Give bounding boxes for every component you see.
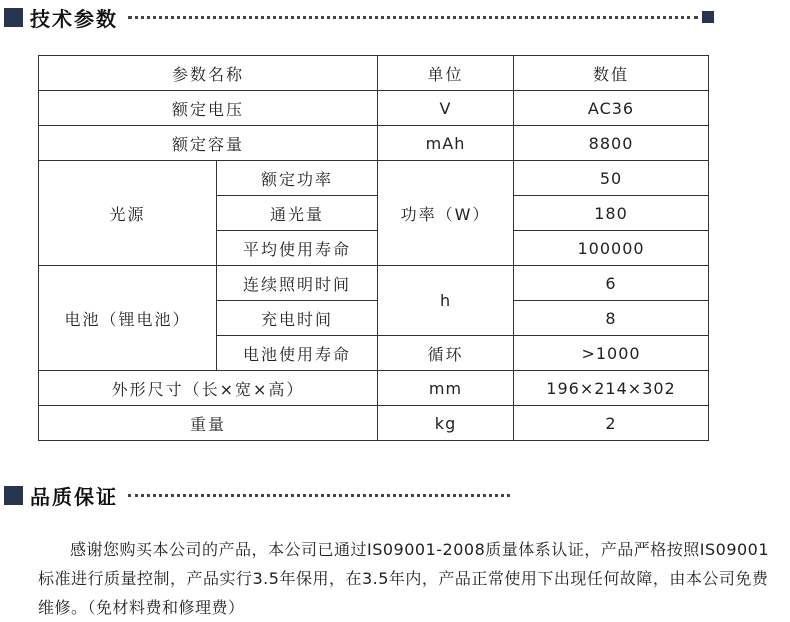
param-value: 180 — [514, 196, 709, 231]
param-value: >1000 — [514, 336, 709, 371]
param-label: 重量 — [39, 406, 378, 441]
param-value: AC36 — [514, 91, 709, 126]
quality-guarantee-text: 感谢您购买本公司的产品，本公司已通过IS09001-2008质量体系认证，产品严格按照IS09001标准进行质量控制，产品实行3.5年保用，在3.5年内，产品正常使用下出现任何故障，由本公司免费维修。（免材料费和修理费） — [38, 540, 770, 617]
param-label: 额定电压 — [39, 91, 378, 126]
param-label: 连续照明时间 — [217, 266, 378, 301]
param-value: 8800 — [514, 126, 709, 161]
table-row — [39, 91, 709, 126]
divider-end-square-icon — [702, 11, 714, 23]
header-name: 参数名称 — [39, 56, 378, 91]
param-value: 6 — [514, 266, 709, 301]
param-unit: 循环 — [378, 336, 514, 371]
section-title: 技术参数 — [30, 6, 118, 31]
header-square-icon — [4, 486, 23, 505]
param-value: 2 — [514, 406, 709, 441]
dotted-divider — [128, 16, 698, 19]
param-unit: mm — [378, 371, 514, 406]
table-row — [39, 266, 709, 301]
param-label: 充电时间 — [217, 301, 378, 336]
param-label: 电池使用寿命 — [217, 336, 378, 371]
param-label: 通光量 — [217, 196, 378, 231]
param-value: 196×214×302 — [514, 371, 709, 406]
param-label: 平均使用寿命 — [217, 231, 378, 266]
param-unit: mAh — [378, 126, 514, 161]
spec-table — [38, 55, 709, 441]
table-row — [39, 126, 709, 161]
param-unit: kg — [378, 406, 514, 441]
quality-guarantee-header — [4, 482, 510, 508]
param-value: 100000 — [514, 231, 709, 266]
table-row — [39, 161, 709, 196]
param-label: 额定容量 — [39, 126, 378, 161]
param-unit: 功率（W） — [378, 161, 514, 266]
param-label: 外形尺寸（长×宽×高） — [39, 371, 378, 406]
tech-params-header — [4, 4, 714, 30]
table-header-row — [39, 56, 709, 91]
param-unit: V — [378, 91, 514, 126]
param-value: 8 — [514, 301, 709, 336]
section-title: 品质保证 — [30, 484, 118, 509]
param-value: 50 — [514, 161, 709, 196]
header-value: 数值 — [514, 56, 709, 91]
group-label: 光源 — [39, 161, 217, 266]
param-label: 额定功率 — [217, 161, 378, 196]
dotted-divider — [128, 494, 510, 497]
param-unit: h — [378, 266, 514, 336]
header-unit: 单位 — [378, 56, 514, 91]
table-row — [39, 371, 709, 406]
group-label: 电池（锂电池） — [39, 266, 217, 371]
header-square-icon — [4, 8, 23, 27]
table-row — [39, 406, 709, 441]
